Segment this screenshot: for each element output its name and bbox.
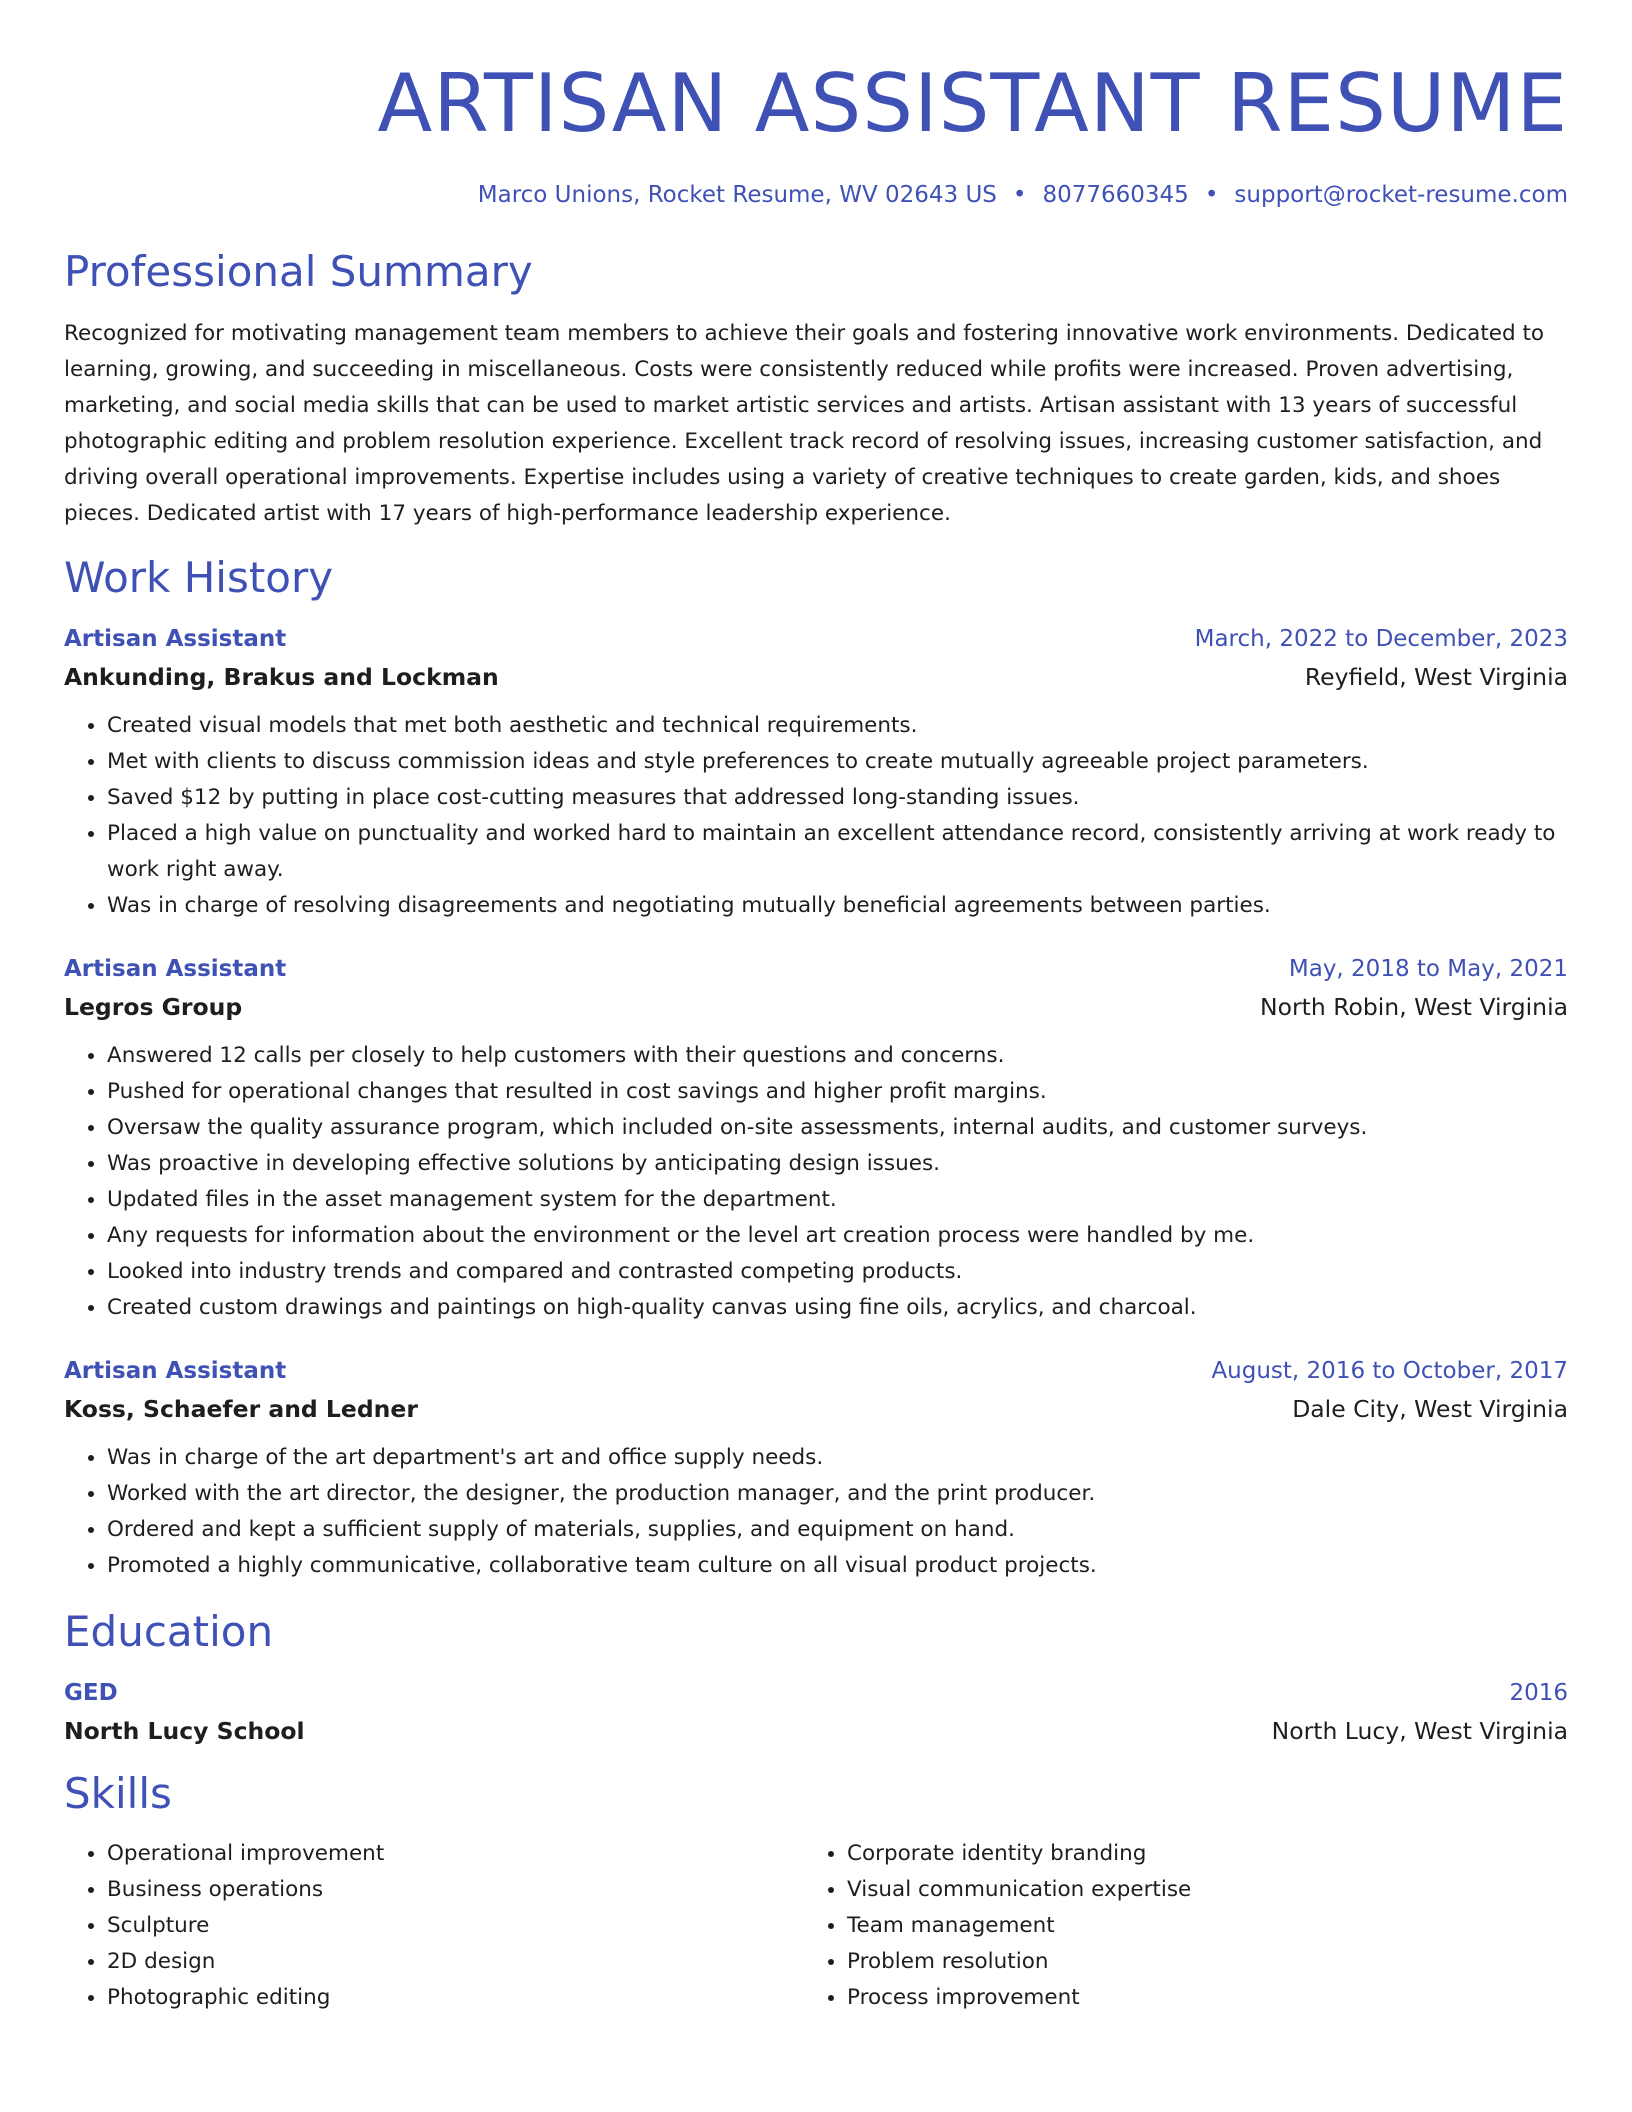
job-location: Dale City, West Virginia [1292, 1395, 1568, 1423]
skill-item: • Sculpture [107, 1908, 804, 1944]
job-company: Ankunding, Brakus and Lockman [64, 663, 499, 691]
contact-separator: • [1204, 182, 1219, 208]
work-history-list [64, 624, 1568, 1584]
job-bullet: • Was in charge of resolving disagreements and negotiating mutually beneficial agreements between parties. [107, 888, 1568, 924]
contact-separator: • [1012, 182, 1027, 208]
education-school: North Lucy School [64, 1717, 305, 1745]
education-entry [64, 1678, 1568, 1746]
skill-item: • 2D design [107, 1944, 804, 1980]
work-history-heading: Work History [64, 553, 334, 602]
education-location: North Lucy, West Virginia [1271, 1717, 1568, 1745]
skills-list [64, 1836, 1568, 2016]
education-degree: GED [64, 1680, 118, 1706]
skill-item: • Problem resolution [847, 1944, 1544, 1980]
resume-title: ARTISAN ASSISTANT RESUME [377, 57, 1568, 150]
job-bullet: • Pushed for operational changes that resulted in cost savings and higher profit margins. [107, 1074, 1568, 1110]
job-bullet: • Answered 12 calls per closely to help customers with their questions and concerns. [107, 1038, 1568, 1074]
resume-header [64, 58, 1568, 210]
skills-heading: Skills [64, 1769, 172, 1818]
skills-column-left [64, 1836, 804, 2016]
job-bullet-list [64, 1440, 1568, 1584]
job-dates: May, 2018 to May, 2021 [1288, 956, 1568, 982]
job-title: Artisan Assistant [64, 1358, 287, 1384]
job-company: Koss, Schaefer and Ledner [64, 1395, 418, 1423]
job-location: Reyfield, West Virginia [1304, 663, 1568, 691]
education-heading: Education [64, 1607, 274, 1656]
job-bullet: • Met with clients to discuss commission ideas and style preferences to create mutually agreeable project parameters. [107, 744, 1568, 780]
contact-phone: 8077660345 [1042, 182, 1189, 208]
job-bullet: • Created visual models that met both aesthetic and technical requirements. [107, 708, 1568, 744]
job-bullet: • Placed a high value on punctuality and worked hard to maintain an excellent attendance record, consistently arriving at work ready to work right away. [107, 816, 1568, 888]
job-title: Artisan Assistant [64, 956, 287, 982]
job-bullet: • Ordered and kept a sufficient supply of materials, supplies, and equipment on hand. [107, 1512, 1568, 1548]
job-location: North Robin, West Virginia [1260, 993, 1568, 1021]
education-year: 2016 [1509, 1680, 1568, 1706]
skill-item: • Process improvement [847, 1980, 1544, 2016]
summary-heading: Professional Summary [64, 247, 533, 296]
skill-item: • Photographic editing [107, 1980, 804, 2016]
job-bullet-list [64, 1038, 1568, 1326]
job-bullet: • Created custom drawings and paintings on high-quality canvas using fine oils, acrylics, and charcoal. [107, 1290, 1568, 1326]
job-dates: August, 2016 to October, 2017 [1211, 1358, 1568, 1384]
job-entry [64, 1356, 1568, 1584]
skills-bullet-list [64, 1836, 804, 2016]
skill-item: • Visual communication expertise [847, 1872, 1544, 1908]
job-dates: March, 2022 to December, 2023 [1194, 626, 1568, 652]
job-bullet-list [64, 708, 1568, 924]
job-bullet: • Looked into industry trends and compared and contrasted competing products. [107, 1254, 1568, 1290]
job-bullet: • Any requests for information about the environment or the level art creation process were handled by me. [107, 1218, 1568, 1254]
job-bullet: • Was proactive in developing effective solutions by anticipating design issues. [107, 1146, 1568, 1182]
contact-address: Marco Unions, Rocket Resume, WV 02643 US [477, 182, 997, 208]
skill-item: • Corporate identity branding [847, 1836, 1544, 1872]
job-bullet: • Saved $12 by putting in place cost-cutting measures that addressed long-standing issues. [107, 780, 1568, 816]
skill-item: • Business operations [107, 1872, 804, 1908]
job-entry [64, 624, 1568, 924]
job-title: Artisan Assistant [64, 626, 287, 652]
summary-text: Recognized for motivating management team members to achieve their goals and fostering innovative work environments. Dedicated to learning, growing, and succeeding in miscellaneous. Costs were consistently reduced while profits were increased. Proven advertising, marketing, and social media skills that can be used to market artistic services and artists. Artisan assistant with 13 years of successful photographic editing and problem resolution experience. Excellent track record of resolving issues, increasing customer satisfaction, and driving overall operational improvements. Expertise includes using a variety of creative techniques to create garden, kids, and shoes pieces. Dedicated artist with 17 years of high-performance leadership experience. [64, 321, 1545, 526]
skill-item: • Operational improvement [107, 1836, 804, 1872]
job-bullet: • Was in charge of the art department's art and office supply needs. [107, 1440, 1568, 1476]
job-bullet: • Oversaw the quality assurance program, which included on-site assessments, internal audits, and customer surveys. [107, 1110, 1568, 1146]
contact-email: support@rocket-resume.com [1234, 182, 1568, 208]
skills-bullet-list [804, 1836, 1544, 2016]
skills-column-right [804, 1836, 1544, 2016]
job-bullet: • Promoted a highly communicative, collaborative team culture on all visual product projects. [107, 1548, 1568, 1584]
job-entry [64, 954, 1568, 1326]
job-bullet: • Worked with the art director, the designer, the production manager, and the print producer. [107, 1476, 1568, 1512]
skill-item: • Team management [847, 1908, 1544, 1944]
job-bullet: • Updated files in the asset management system for the department. [107, 1182, 1568, 1218]
job-company: Legros Group [64, 993, 243, 1021]
contact-line [64, 180, 1568, 210]
